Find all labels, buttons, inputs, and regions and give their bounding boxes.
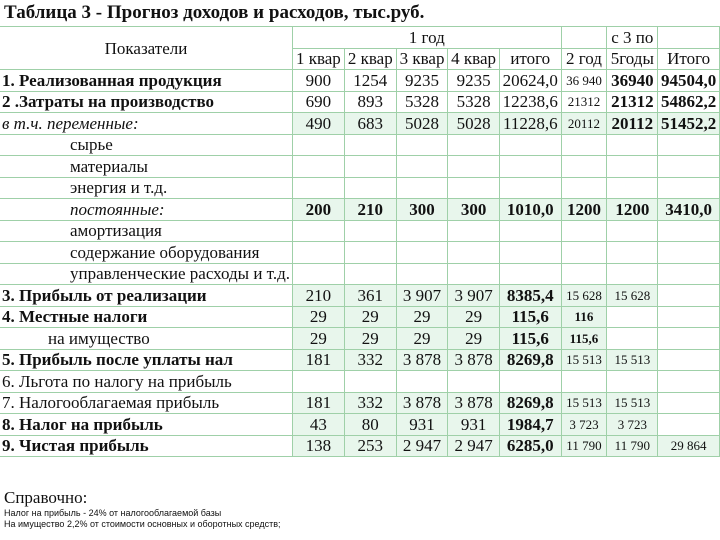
table-cell — [607, 156, 658, 178]
table-cell — [658, 306, 720, 328]
table-cell: 29 — [293, 328, 345, 350]
row-label: сырье — [0, 134, 293, 156]
table-cell — [448, 263, 500, 285]
table-cell — [607, 263, 658, 285]
table-cell: 181 — [293, 392, 345, 414]
table-cell — [607, 371, 658, 393]
table-row — [0, 263, 720, 285]
table-cell: 15 513 — [561, 349, 607, 371]
table-cell: 332 — [344, 392, 396, 414]
table-row — [0, 177, 720, 199]
table-cell: 1984,7 — [499, 414, 561, 436]
table-row — [0, 156, 720, 178]
header-q2: 2 квар — [344, 48, 396, 70]
table-cell: 2 947 — [396, 435, 447, 457]
table-cell: 5328 — [448, 91, 500, 113]
table-cell: 3 878 — [396, 349, 447, 371]
table-cell — [344, 371, 396, 393]
table-cell — [499, 177, 561, 199]
table-cell: 5028 — [448, 113, 500, 135]
table-title: Таблица 3 - Прогноз доходов и расходов, тыс.руб. — [4, 2, 425, 23]
table-cell — [448, 242, 500, 264]
table-cell: 43 — [293, 414, 345, 436]
table-cell — [561, 220, 607, 242]
table-cell: 29 — [344, 328, 396, 350]
table-cell: 115,6 — [499, 306, 561, 328]
table-cell: 116 — [561, 306, 607, 328]
table-cell: 29 — [396, 328, 447, 350]
table-cell: 29 — [293, 306, 345, 328]
table-row — [0, 306, 720, 328]
table-cell — [658, 392, 720, 414]
row-label: в т.ч. переменные: — [0, 113, 293, 135]
table-cell — [396, 263, 447, 285]
table-row — [0, 199, 720, 221]
table-cell: 20624,0 — [499, 70, 561, 92]
table-cell: 5328 — [396, 91, 447, 113]
table-cell: 29 — [396, 306, 447, 328]
table-cell: 15 513 — [607, 392, 658, 414]
row-label: 3. Прибыль от реализации — [0, 285, 293, 307]
header-blank — [561, 27, 607, 49]
table-cell — [344, 263, 396, 285]
table-cell: 900 — [293, 70, 345, 92]
table-cell — [396, 220, 447, 242]
table-cell — [607, 328, 658, 350]
header-total: итого — [499, 48, 561, 70]
table-cell: 931 — [448, 414, 500, 436]
table-cell: 1254 — [344, 70, 396, 92]
table-cell: 893 — [344, 91, 396, 113]
table-cell: 3 723 — [607, 414, 658, 436]
table-cell: 3 878 — [448, 349, 500, 371]
table-cell — [561, 134, 607, 156]
table-cell — [607, 306, 658, 328]
table-cell: 3 723 — [561, 414, 607, 436]
header-years5: 5годы — [607, 48, 658, 70]
table-cell — [561, 177, 607, 199]
table-cell: 36940 — [607, 70, 658, 92]
table-cell — [293, 371, 345, 393]
table-cell: 15 513 — [561, 392, 607, 414]
row-label: 2 .Затраты на производство — [0, 91, 293, 113]
table-cell: 1200 — [561, 199, 607, 221]
table-cell: 8269,8 — [499, 349, 561, 371]
table-cell — [561, 242, 607, 264]
table-cell: 94504,0 — [658, 70, 720, 92]
note-line: На имущество 2,2% от стоимости основных и оборотных средств; — [4, 519, 281, 529]
table-cell — [293, 220, 345, 242]
header-q3: 3 квар — [396, 48, 447, 70]
table-cell — [658, 285, 720, 307]
table-cell: 21312 — [561, 91, 607, 113]
table-cell — [344, 134, 396, 156]
row-label: материалы — [0, 156, 293, 178]
table-cell: 21312 — [607, 91, 658, 113]
table-cell — [448, 371, 500, 393]
table-row — [0, 70, 720, 92]
table-cell — [293, 156, 345, 178]
table-cell: 3 907 — [448, 285, 500, 307]
table-cell: 210 — [344, 199, 396, 221]
header-grand: Итого — [658, 48, 720, 70]
table-cell: 1010,0 — [499, 199, 561, 221]
table-cell — [658, 371, 720, 393]
header-q1: 1 квар — [293, 48, 345, 70]
row-label: 6. Льгота по налогу на прибыль — [0, 371, 293, 393]
row-label: постоянные: — [0, 199, 293, 221]
table-cell: 332 — [344, 349, 396, 371]
table-cell: 253 — [344, 435, 396, 457]
table-row — [0, 220, 720, 242]
table-cell — [499, 156, 561, 178]
table-cell: 2 947 — [448, 435, 500, 457]
table-row — [0, 392, 720, 414]
table-cell — [448, 220, 500, 242]
table-row — [0, 349, 720, 371]
table-cell — [396, 134, 447, 156]
table-cell — [607, 134, 658, 156]
table-cell — [293, 263, 345, 285]
table-cell — [658, 414, 720, 436]
reference-label: Справочно: — [4, 488, 88, 507]
table-cell: 683 — [344, 113, 396, 135]
table-cell: 3410,0 — [658, 199, 720, 221]
header-q4: 4 квар — [448, 48, 500, 70]
table-cell — [658, 328, 720, 350]
table-cell — [658, 242, 720, 264]
table-cell — [499, 263, 561, 285]
table-cell — [561, 263, 607, 285]
table-cell: 36 940 — [561, 70, 607, 92]
row-label: на имущество — [0, 328, 293, 350]
header-blank — [658, 27, 720, 49]
table-cell — [344, 220, 396, 242]
row-label: 4. Местные налоги — [0, 306, 293, 328]
table-cell — [658, 349, 720, 371]
table-cell — [396, 242, 447, 264]
table-cell: 1200 — [607, 199, 658, 221]
table-cell: 138 — [293, 435, 345, 457]
table-cell: 9235 — [396, 70, 447, 92]
table-cell: 490 — [293, 113, 345, 135]
header-year2: 2 год — [561, 48, 607, 70]
table-cell — [658, 220, 720, 242]
header-with3: с 3 по — [607, 27, 658, 49]
table-cell — [396, 177, 447, 199]
table-row — [0, 242, 720, 264]
row-label: управленческие расходы и т.д. — [0, 263, 293, 285]
row-label: 8. Налог на прибыль — [0, 414, 293, 436]
table-cell — [293, 134, 345, 156]
table-cell: 8385,4 — [499, 285, 561, 307]
row-label: амортизация — [0, 220, 293, 242]
table-cell — [607, 220, 658, 242]
table-row — [0, 134, 720, 156]
table-cell: 11 790 — [561, 435, 607, 457]
header-year1: 1 год — [293, 27, 562, 49]
table-cell — [561, 156, 607, 178]
table-cell — [344, 242, 396, 264]
table-cell: 29 864 — [658, 435, 720, 457]
table-cell: 200 — [293, 199, 345, 221]
table-cell: 12238,6 — [499, 91, 561, 113]
table-cell: 29 — [448, 328, 500, 350]
table-cell — [658, 134, 720, 156]
table-cell: 115,6 — [561, 328, 607, 350]
row-label: 9. Чистая прибыль — [0, 435, 293, 457]
table-cell: 300 — [396, 199, 447, 221]
table-cell: 9235 — [448, 70, 500, 92]
table-cell — [499, 134, 561, 156]
table-cell — [293, 242, 345, 264]
table-cell — [448, 177, 500, 199]
table-cell — [499, 371, 561, 393]
table-cell: 15 513 — [607, 349, 658, 371]
row-label: энергия и т.д. — [0, 177, 293, 199]
table-cell — [293, 177, 345, 199]
table-cell — [344, 177, 396, 199]
table-cell: 80 — [344, 414, 396, 436]
table-row — [0, 435, 720, 457]
table-cell — [561, 371, 607, 393]
table-cell: 3 907 — [396, 285, 447, 307]
table-cell: 690 — [293, 91, 345, 113]
table-cell — [499, 242, 561, 264]
note-line: Налог на прибыль - 24% от налогооблагаемой базы — [4, 508, 222, 518]
table-cell: 29 — [448, 306, 500, 328]
table-cell — [607, 242, 658, 264]
row-label: 7. Налогооблагаемая прибыль — [0, 392, 293, 414]
row-label: содержание оборудования — [0, 242, 293, 264]
table-cell: 300 — [448, 199, 500, 221]
table-cell — [396, 371, 447, 393]
table-cell — [658, 263, 720, 285]
table-row — [0, 328, 720, 350]
row-label: 5. Прибыль после уплаты нал — [0, 349, 293, 371]
table-cell: 51452,2 — [658, 113, 720, 135]
table-row — [0, 285, 720, 307]
table-cell: 20112 — [607, 113, 658, 135]
table-cell: 931 — [396, 414, 447, 436]
table-row — [0, 371, 720, 393]
table-cell — [448, 156, 500, 178]
table-cell — [658, 156, 720, 178]
forecast-table — [0, 26, 720, 457]
header-row-1 — [0, 27, 720, 49]
table-cell — [396, 156, 447, 178]
table-cell: 210 — [293, 285, 345, 307]
table-cell: 11 790 — [607, 435, 658, 457]
table-cell: 15 628 — [561, 285, 607, 307]
table-cell: 8269,8 — [499, 392, 561, 414]
table-cell — [499, 220, 561, 242]
table-row — [0, 414, 720, 436]
row-label: 1. Реализованная продукция — [0, 70, 293, 92]
table-cell: 361 — [344, 285, 396, 307]
table-cell: 54862,2 — [658, 91, 720, 113]
notes — [4, 488, 281, 530]
table-cell: 181 — [293, 349, 345, 371]
table-cell: 6285,0 — [499, 435, 561, 457]
table-cell — [344, 156, 396, 178]
table-cell: 3 878 — [448, 392, 500, 414]
table-cell: 3 878 — [396, 392, 447, 414]
table-cell: 15 628 — [607, 285, 658, 307]
table-cell: 5028 — [396, 113, 447, 135]
table-cell: 11228,6 — [499, 113, 561, 135]
header-indicator: Показатели — [0, 27, 293, 70]
table-cell: 115,6 — [499, 328, 561, 350]
table-cell — [448, 134, 500, 156]
table-cell — [607, 177, 658, 199]
table-cell: 20112 — [561, 113, 607, 135]
table-cell: 29 — [344, 306, 396, 328]
table-row — [0, 91, 720, 113]
table-row — [0, 113, 720, 135]
table-cell — [658, 177, 720, 199]
